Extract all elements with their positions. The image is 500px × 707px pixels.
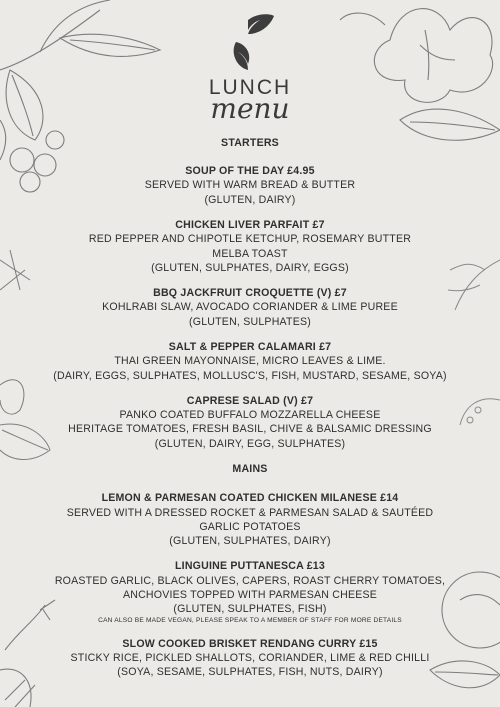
leaf-logo-icon xyxy=(226,12,276,72)
item-title: LINGUINE PUTTANESCA £13 xyxy=(175,560,325,573)
menu-item xyxy=(0,559,500,625)
item-line: KOHLRABI SLAW, AVOCADO CORIANDER & LIME PUREE xyxy=(102,301,398,314)
section-title-starters: STARTERS xyxy=(221,137,279,149)
item-line: (GLUTEN, SULPHATES, FISH) xyxy=(173,603,327,616)
menu-item xyxy=(0,394,500,451)
item-line: (GLUTEN, SULPHATES, DAIRY) xyxy=(169,534,331,547)
item-title: BBQ JACKFRUIT CROQUETTE (V) £7 xyxy=(153,287,347,300)
item-line: (GLUTEN, SULPHATES) xyxy=(189,315,311,328)
logo-subtitle: menu xyxy=(210,92,290,125)
logo-title: LUNCH xyxy=(208,76,292,99)
menu-item xyxy=(0,218,500,275)
item-line: PANKO COATED BUFFALO MOZZARELLA CHEESE xyxy=(119,409,381,422)
item-line: MELBA TOAST xyxy=(212,247,288,260)
item-line: HERITAGE TOMATOES, FRESH BASIL, CHIVE & BALSAMIC DRESSING xyxy=(68,423,432,436)
item-line: (DAIRY, EGGS, SULPHATES, MOLLUSC'S, FISH, MUSTARD, SESAME, SOYA) xyxy=(53,369,447,382)
menu-item xyxy=(0,340,500,383)
item-line: THAI GREEN MAYONNAISE, MICRO LEAVES & LIME. xyxy=(114,355,386,368)
item-line: (GLUTEN, SULPHATES, DAIRY, EGGS) xyxy=(151,261,349,274)
item-line: RED PEPPER AND CHIPOTLE KETCHUP, ROSEMARY BUTTER xyxy=(88,233,412,246)
item-note: CAN ALSO BE MADE VEGAN, PLEASE SPEAK TO A MEMBER OF STAFF FOR MORE DETAILS xyxy=(98,617,402,625)
item-line: (SOYA, SESAME, SULPHATES, FISH, NUTS, DAIRY) xyxy=(117,665,383,678)
item-title: SLOW COOKED BRISKET RENDANG CURRY £15 xyxy=(122,637,378,650)
menu-item xyxy=(0,164,500,207)
item-title: SOUP OF THE DAY £4.95 xyxy=(185,165,315,178)
item-line: STICKY RICE, PICKLED SHALLOTS, CORIANDER, LIME & RED CHILLI xyxy=(70,651,430,664)
section-title-mains: MAINS xyxy=(232,463,268,476)
menu-item xyxy=(0,637,500,680)
item-line: ANCHOVIES TOPPED WITH PARMESAN CHEESE xyxy=(122,588,378,601)
item-title: CAPRESE SALAD (V) £7 xyxy=(186,395,314,408)
item-title: CHICKEN LIVER PARFAIT £7 xyxy=(175,219,325,232)
menu-body xyxy=(0,136,500,690)
item-line: (GLUTEN, DAIRY) xyxy=(204,193,296,206)
item-line: SERVED WITH WARM BREAD & BUTTER xyxy=(144,179,356,192)
item-title: LEMON & PARMESAN COATED CHICKEN MILANESE £14 xyxy=(101,492,399,505)
item-line: ROASTED GARLIC, BLACK OLIVES, CAPERS, ROAST CHERRY TOMATOES, xyxy=(54,574,446,587)
item-title: SALT & PEPPER CALAMARI £7 xyxy=(168,341,332,354)
item-line: (GLUTEN, DAIRY, EGG, SULPHATES) xyxy=(154,437,346,450)
menu-item xyxy=(0,491,500,548)
item-line: GARLIC POTATOES xyxy=(199,520,301,533)
menu-item xyxy=(0,286,500,329)
item-line: SERVED WITH A DRESSED ROCKET & PARMESAN SALAD & SAUTÉED xyxy=(66,506,434,519)
